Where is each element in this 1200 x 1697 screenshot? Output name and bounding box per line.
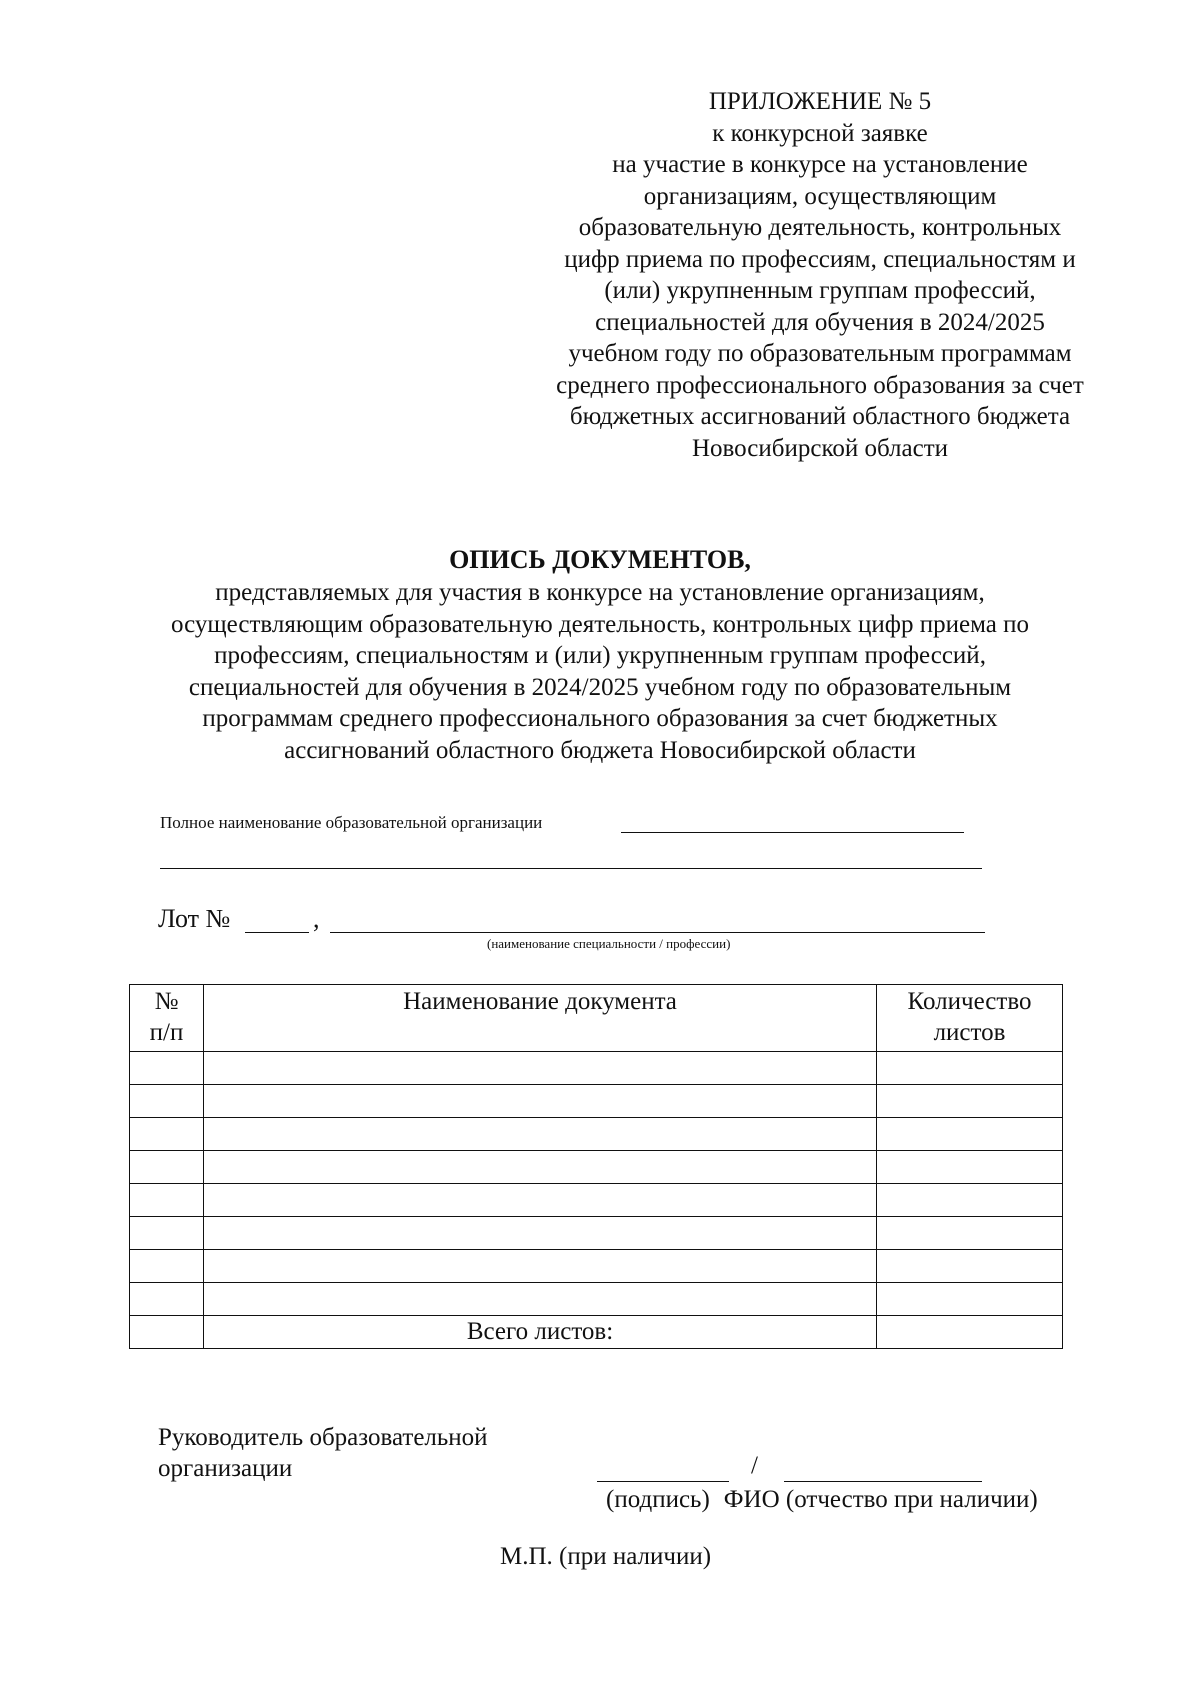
header-sheet-count — [877, 985, 1063, 1052]
total-cell-empty — [130, 1316, 204, 1349]
signature-captions — [606, 1485, 1038, 1515]
annex-line: ПРИЛОЖЕНИЕ № 5 — [708, 88, 932, 115]
cell-document-name[interactable] — [204, 1283, 877, 1316]
org-name-field-line-2[interactable] — [160, 868, 982, 869]
full-name-caption: ФИО (отчество при наличии) — [723, 1486, 1038, 1513]
head-label-line: организации — [158, 1455, 293, 1482]
cell-document-name[interactable] — [204, 1184, 877, 1217]
header-number-line2: п/п — [149, 1019, 184, 1046]
lot-separator: , — [313, 904, 320, 933]
annex-header — [500, 86, 1140, 464]
cell-document-name[interactable] — [204, 1118, 877, 1151]
table-row — [130, 1151, 1063, 1184]
signature-caption: (подпись) — [606, 1486, 710, 1513]
annex-line: Новосибирской области — [691, 434, 949, 462]
header-document-name — [204, 985, 877, 1052]
header-count-line2: листов — [933, 1019, 1006, 1046]
lot-number-field[interactable] — [245, 932, 309, 933]
subtitle-line: ассигнований областного бюджета Новосибирской области — [284, 736, 916, 764]
annex-line: организациям, осуществляющим — [643, 182, 997, 210]
subtitle-line: представляемых для участия в конкурсе на установление организациям, — [215, 579, 985, 606]
signature-separator: / — [751, 1452, 758, 1479]
annex-line: цифр приема по профессиям, специальностям и — [564, 245, 1076, 273]
header-number-line1: № — [154, 988, 179, 1015]
stamp-place-label: М.П. (при наличии) — [500, 1543, 712, 1570]
head-of-organization-label — [158, 1422, 488, 1484]
cell-sheet-count[interactable] — [877, 1085, 1063, 1118]
annex-line: к конкурсной заявке — [712, 119, 928, 147]
annex-line: (или) укрупненным группам профессий, — [604, 277, 1036, 304]
signature-field[interactable] — [597, 1481, 729, 1482]
cell-sheet-count[interactable] — [877, 1283, 1063, 1316]
cell-number[interactable] — [130, 1052, 204, 1085]
document-title: ОПИСЬ ДОКУМЕНТОВ, — [449, 545, 751, 574]
table-row — [130, 1085, 1063, 1118]
total-sheets-label: Всего листов: — [204, 1316, 877, 1349]
annex-line: на участие в конкурсе на установление — [612, 151, 1028, 178]
header-document-name-text: Наименование документа — [403, 988, 677, 1015]
lot-label: Лот № — [158, 904, 231, 933]
annex-line: специальностей для обучения в 2024/2025 — [595, 308, 1045, 336]
cell-sheet-count[interactable] — [877, 1052, 1063, 1085]
table-header-row — [130, 985, 1063, 1052]
document-subtitle — [60, 577, 1140, 766]
subtitle-line: программам среднего профессионального образования за счет бюджетных — [202, 705, 998, 732]
cell-number[interactable] — [130, 1151, 204, 1184]
cell-sheet-count[interactable] — [877, 1250, 1063, 1283]
annex-line: образовательную деятельность, контрольных — [578, 214, 1062, 241]
table-total-row — [130, 1316, 1063, 1349]
header-count-line1: Количество — [907, 988, 1032, 1015]
org-name-field-line-1[interactable] — [621, 832, 964, 833]
specialty-hint: (наименование специальности / профессии) — [487, 936, 731, 951]
org-name-label: Полное наименование образовательной организации — [160, 813, 543, 832]
cell-sheet-count[interactable] — [877, 1184, 1063, 1217]
cell-number[interactable] — [130, 1118, 204, 1151]
specialty-name-field[interactable] — [330, 932, 985, 933]
cell-document-name[interactable] — [204, 1151, 877, 1184]
cell-document-name[interactable] — [204, 1085, 877, 1118]
table-row — [130, 1118, 1063, 1151]
subtitle-line: специальностей для обучения в 2024/2025 учебном году по образовательным — [188, 673, 1012, 701]
cell-number[interactable] — [130, 1184, 204, 1217]
annex-line: среднего профессионального образования за счет — [556, 371, 1084, 399]
header-number — [130, 985, 204, 1052]
cell-number[interactable] — [130, 1283, 204, 1316]
cell-document-name[interactable] — [204, 1052, 877, 1085]
total-sheets-value[interactable] — [877, 1316, 1063, 1349]
subtitle-line: осуществляющим образовательную деятельность, контрольных цифр приема по — [171, 610, 1029, 638]
cell-document-name[interactable] — [204, 1250, 877, 1283]
cell-sheet-count[interactable] — [877, 1217, 1063, 1250]
documents-table — [129, 984, 1063, 1349]
table-row — [130, 1052, 1063, 1085]
subtitle-line: профессиям, специальностям и (или) укрупненным группам профессий, — [214, 642, 986, 669]
cell-sheet-count[interactable] — [877, 1151, 1063, 1184]
full-name-field[interactable] — [784, 1481, 982, 1482]
annex-line: бюджетных ассигнований областного бюджета — [569, 403, 1071, 430]
head-label-line: Руководитель образовательной — [158, 1424, 488, 1451]
table-row — [130, 1283, 1063, 1316]
table-row — [130, 1217, 1063, 1250]
table-row — [130, 1250, 1063, 1283]
cell-number[interactable] — [130, 1085, 204, 1118]
cell-number[interactable] — [130, 1250, 204, 1283]
cell-sheet-count[interactable] — [877, 1118, 1063, 1151]
table-row — [130, 1184, 1063, 1217]
cell-number[interactable] — [130, 1217, 204, 1250]
annex-line: учебном году по образовательным программам — [568, 340, 1072, 367]
cell-document-name[interactable] — [204, 1217, 877, 1250]
